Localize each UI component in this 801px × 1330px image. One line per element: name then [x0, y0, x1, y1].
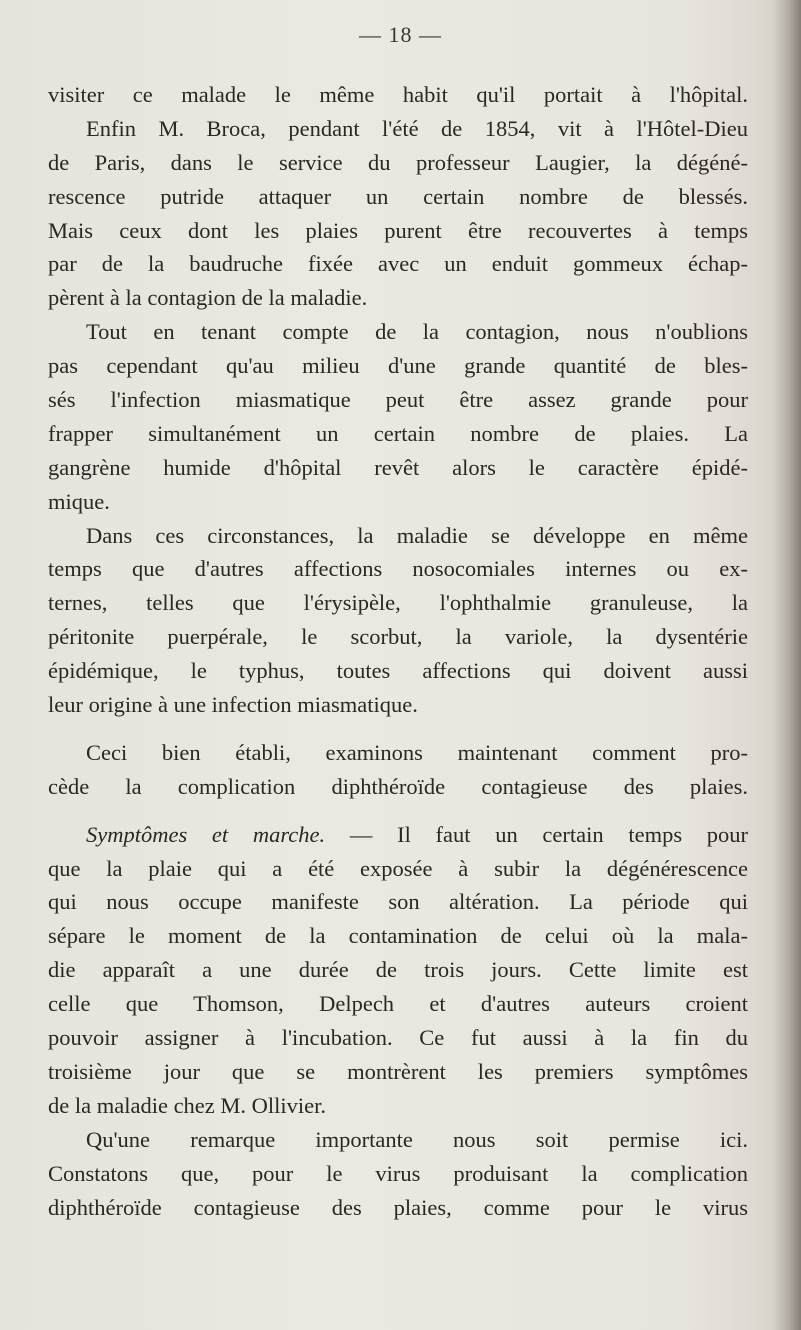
text-line: Ceci bien établi, examinons maintenant comment pro-	[86, 739, 748, 765]
text-line: ternes, telles que l'érysipèle, l'ophthalmie granuleuse, la	[48, 590, 748, 616]
text-line: leur origine à une infection miasmatique.	[48, 692, 418, 718]
body-text	[48, 78, 748, 1224]
text-line: pèrent à la contagion de la maladie.	[48, 285, 368, 311]
text-line: de la maladie chez M. Ollivier.	[48, 1092, 327, 1118]
text-line: mique.	[48, 488, 110, 514]
text-line: diphthéroïde contagieuse des plaies, comme pour le virus	[48, 1194, 748, 1220]
text-line: cède la complication diphthéroïde contagieuse des plaies.	[48, 773, 748, 799]
text-line: par de la baudruche fixée avec un enduit gommeux échap-	[48, 251, 748, 277]
text-line: temps que d'autres affections nosocomiales internes ou ex-	[48, 556, 748, 582]
text-line: die apparaît a une durée de trois jours. Cette limite est	[48, 957, 748, 983]
text-line: Constatons que, pour le virus produisant la complication	[48, 1160, 748, 1186]
text-line: Mais ceux dont les plaies purent être recouvertes à temps	[48, 217, 748, 243]
text-line: Enfin M. Broca, pendant l'été de 1854, vit à l'Hôtel-Dieu	[86, 115, 748, 141]
text-line: celle que Thomson, Delpech et d'autres auteurs croient	[48, 991, 748, 1017]
text-line: épidémique, le typhus, toutes affections qui doivent aussi	[48, 658, 748, 684]
text-line: que la plaie qui a été exposée à subir la dégénérescence	[48, 855, 748, 881]
text-line: frapper simultanément un certain nombre de plaies. La	[48, 420, 748, 446]
text-line: rescence putride attaquer un certain nombre de blessés.	[48, 183, 748, 209]
text-line: pouvoir assigner à l'incubation. Ce fut aussi à la fin du	[48, 1025, 748, 1051]
page-number: — 18 —	[359, 22, 442, 47]
text-line: pas cependant qu'au milieu d'une grande quantité de bles-	[48, 353, 748, 379]
section-heading-line	[48, 818, 748, 852]
text-line: Tout en tenant compte de la contagion, nous n'oublions	[86, 319, 748, 345]
text-line: de Paris, dans le service du professeur Laugier, la dégéné-	[48, 149, 748, 175]
text-line: gangrène humide d'hôpital revêt alors le caractère épidé-	[48, 454, 748, 480]
text-line: visiter ce malade le même habit qu'il portait à l'hôpital.	[48, 82, 748, 107]
paragraph-gap	[48, 804, 748, 818]
text-line: sés l'infection miasmatique peut être assez grande pour	[48, 387, 748, 413]
text-line: qui nous occupe manifeste son altération. La période qui	[48, 889, 748, 915]
page-edge-shadow	[773, 0, 801, 1330]
text-line: Qu'une remarque importante nous soit permise ici.	[86, 1126, 748, 1152]
text-line: troisième jour que se montrèrent les premiers symptômes	[48, 1058, 748, 1084]
text-line: Dans ces circonstances, la maladie se développe en même	[86, 522, 748, 548]
text-line: péritonite puerpérale, le scorbut, la variole, la dysentérie	[48, 624, 748, 650]
section-heading: Symptômes et marche.	[86, 821, 326, 847]
text-line: — Il faut un certain temps pour	[349, 821, 748, 847]
text-line: sépare le moment de la contamination de celui où la mala-	[48, 923, 748, 949]
paragraph-gap	[48, 722, 748, 736]
